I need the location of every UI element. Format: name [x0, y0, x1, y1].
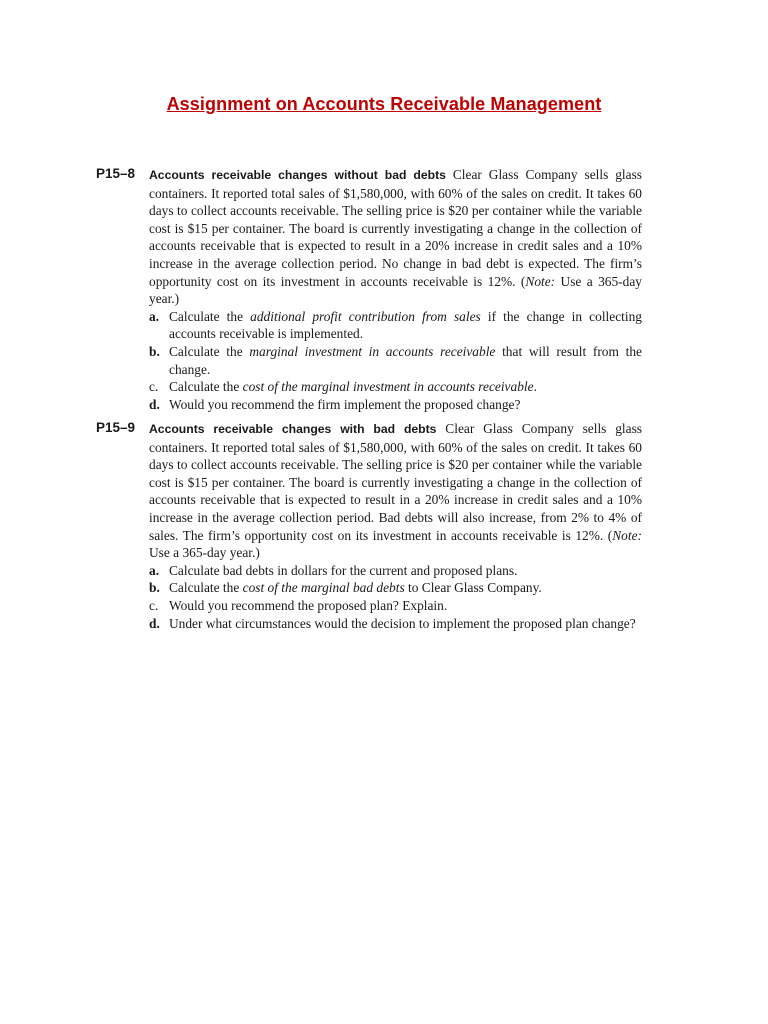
list-item: [149, 396, 642, 414]
item-text-end: to Clear Glass Company.: [404, 580, 542, 596]
item-text: Calculate the: [169, 379, 243, 395]
item-emphasis: additional profit contribution from sales: [250, 308, 481, 324]
item-letter: d.: [149, 615, 160, 631]
note-text: Use a 365-day year.): [149, 545, 260, 561]
problem-number: P15–9: [96, 420, 136, 435]
item-text: Calculate the: [169, 580, 243, 596]
item-letter: b.: [149, 343, 160, 359]
problem-text: Clear Glass Company sells glass containers. It reported total sales of $1,580,000, with 60% of the sales on credit. It takes 60 days to collect accounts receivable. The selling price is $20 per container while the variable cost is $15 per container. The board is currently investigating a change in the collection of accounts receivable that is expected to result in a 20% increase in credit sales and a 10% increase in the average collection period. No change in bad debt is expected. The firm’s opportunity cost on its investment in accounts receivable is 12%. (: [149, 167, 642, 289]
item-text: Calculate the: [169, 308, 251, 324]
note-label: Note:: [525, 273, 556, 289]
item-text: Calculate the: [169, 343, 250, 359]
item-text: Would you recommend the proposed plan? Explain.: [169, 597, 448, 613]
problem-p15-8: [96, 166, 642, 413]
item-emphasis: cost of the marginal investment in accounts receivable: [242, 379, 534, 395]
item-letter: c.: [149, 379, 159, 395]
problem-statement: [149, 166, 642, 308]
problem-statement: [149, 420, 642, 562]
item-letter: d.: [149, 396, 160, 412]
note-label: Note:: [612, 527, 642, 543]
problem-text: Clear Glass Company sells glass containers. It reported total sales of $1,580,000, with 60% of the sales on credit. It takes 60 days to collect accounts receivable. The selling price is $20 per container while the variable cost is $15 per container. The board is currently investigating a change in the collection of accounts receivable that is expected to result in a 20% increase in credit sales and a 10% increase in the average collection period. Bad debts will also increase, from 2% to 4% of sales. The firm’s opportunity cost on its investment in accounts receivable is 12%. (: [149, 421, 643, 543]
list-item: [149, 343, 642, 378]
item-text: Under what circumstances would the decision to implement the proposed plan change?: [169, 615, 636, 631]
list-item: [149, 579, 642, 597]
note-text: Use a 365-day year.): [149, 273, 642, 307]
item-text: Calculate bad debts in dollars for the current and proposed plans.: [169, 562, 518, 578]
item-emphasis: marginal investment in accounts receivable: [249, 343, 496, 359]
question-list: [149, 308, 642, 414]
item-text: Would you recommend the firm implement the proposed change?: [169, 396, 521, 412]
item-text-end: .: [533, 379, 537, 395]
item-text-end: that will result from the change.: [169, 343, 642, 377]
item-letter: a.: [149, 308, 160, 324]
list-item: [149, 378, 642, 396]
problem-body: [149, 166, 642, 413]
problem-p15-9: [96, 420, 642, 632]
list-item: [149, 615, 642, 633]
item-emphasis: cost of the marginal bad debts: [242, 580, 405, 596]
item-letter: b.: [149, 580, 160, 596]
list-item: [149, 597, 642, 615]
item-text-end: if the change in collecting accounts receivable is implemented.: [169, 308, 642, 342]
problem-heading: Accounts receivable changes without bad debts: [149, 168, 446, 182]
problem-heading: Accounts receivable changes with bad debts: [149, 422, 437, 436]
list-item: [149, 562, 642, 580]
problem-number: P15–8: [96, 166, 136, 181]
list-item: [149, 308, 642, 343]
question-list: [149, 562, 642, 632]
problem-body: [149, 420, 642, 632]
page-title: Assignment on Accounts Receivable Management: [166, 94, 602, 114]
item-letter: c.: [149, 597, 159, 613]
item-letter: a.: [149, 562, 160, 578]
